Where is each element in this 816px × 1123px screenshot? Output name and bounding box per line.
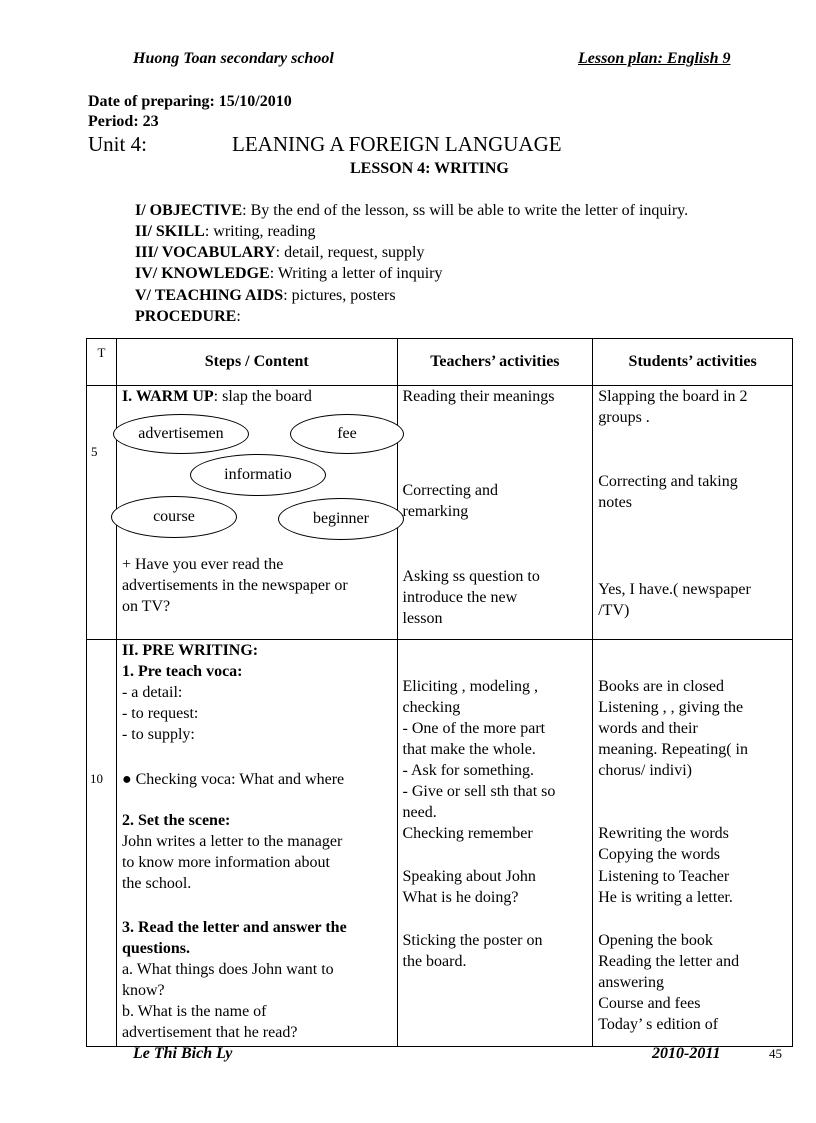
header-time: T bbox=[87, 339, 117, 386]
teacher-activity: - Give or sell sth that so bbox=[402, 783, 556, 800]
lesson-plan-title: Lesson plan: English 9 bbox=[578, 50, 731, 67]
student-activity: Yes, I have.( newspaper bbox=[598, 581, 751, 598]
step-line: John writes a letter to the manager bbox=[121, 833, 343, 850]
teacher-activity: Sticking the poster on bbox=[402, 932, 543, 949]
procedure-line bbox=[135, 306, 241, 327]
teacher-activity: - One of the more part bbox=[402, 720, 546, 737]
header-teachers: Teachers’ activities bbox=[397, 339, 593, 386]
teacher-activity: Correcting and bbox=[402, 482, 499, 499]
student-activity: He is writing a letter. bbox=[598, 889, 733, 906]
school-year: 2010-2011 bbox=[652, 1045, 721, 1062]
row2-steps-cell bbox=[116, 640, 397, 1047]
teacher-activity: - Ask for something. bbox=[402, 762, 535, 779]
teacher-activity: need. bbox=[402, 804, 437, 821]
school-name: Huong Toan secondary school bbox=[133, 50, 334, 67]
teacher-activity: Checking remember bbox=[402, 825, 533, 842]
procedure-key: PROCEDURE bbox=[135, 308, 237, 325]
step-heading: questions. bbox=[121, 940, 190, 957]
teacher-activity: that make the whole. bbox=[402, 741, 536, 758]
teacher-activity: the board. bbox=[402, 953, 467, 970]
teacher-activity: lesson bbox=[402, 610, 443, 627]
row2-teacher-cell bbox=[397, 640, 593, 1047]
teaching-aids-key: V/ TEACHING AIDS bbox=[135, 287, 284, 304]
vocabulary-line bbox=[135, 242, 424, 263]
teacher-activity: Asking ss question to bbox=[402, 568, 540, 585]
skill-line bbox=[135, 221, 315, 242]
step-line: - to request: bbox=[121, 705, 199, 722]
student-activity: Books are in closed bbox=[598, 678, 724, 695]
header-steps: Steps / Content bbox=[116, 339, 397, 386]
step-line: b. What is the name of bbox=[121, 1003, 267, 1020]
student-activity: Course and fees bbox=[598, 995, 701, 1012]
row1-time: 5 bbox=[91, 444, 98, 459]
date-of-preparing: Date of preparing: 15/10/2010 bbox=[88, 93, 292, 110]
oval-course[interactable]: course bbox=[111, 496, 237, 538]
oval-information[interactable]: informatio bbox=[190, 454, 326, 496]
unit-label: Unit 4: bbox=[88, 132, 147, 156]
student-activity: Listening , , giving the bbox=[598, 699, 744, 716]
student-activity: meaning. Repeating( in bbox=[598, 741, 748, 758]
objective-line bbox=[135, 200, 688, 221]
page-number: 45 bbox=[769, 1046, 782, 1061]
student-activity: Opening the book bbox=[598, 932, 713, 949]
step-heading: 3. Read the letter and answer the bbox=[121, 919, 347, 936]
student-activity: groups . bbox=[598, 409, 650, 426]
student-activity: /TV) bbox=[598, 602, 630, 619]
student-activity: Listening to Teacher bbox=[598, 868, 730, 885]
teacher-activity: Speaking about John bbox=[402, 868, 536, 885]
teacher-activity: remarking bbox=[402, 503, 469, 520]
table-row-prewriting bbox=[87, 640, 793, 1047]
row1-teacher-cell bbox=[397, 386, 593, 640]
teacher-activity: Eliciting , modeling , bbox=[402, 678, 539, 695]
procedure-text: : bbox=[236, 308, 241, 325]
table-row-warmup bbox=[87, 386, 793, 640]
procedure-table bbox=[86, 338, 793, 1047]
warmup-question-line: advertisements in the newspaper or bbox=[121, 577, 348, 594]
teacher-activity: What is he doing? bbox=[402, 889, 519, 906]
student-activity: Today’ s edition of bbox=[598, 1016, 719, 1033]
row2-time-cell bbox=[87, 640, 117, 1047]
oval-advertisement[interactable]: advertisemen bbox=[113, 414, 249, 454]
author-name: Le Thi Bich Ly bbox=[133, 1045, 233, 1062]
student-activity: Correcting and taking bbox=[598, 473, 738, 490]
period: Period: 23 bbox=[88, 113, 159, 130]
student-activity: words and their bbox=[598, 720, 698, 737]
student-activity: notes bbox=[598, 494, 633, 511]
table-header-row bbox=[87, 339, 793, 386]
unit-title: LEANING A FOREIGN LANGUAGE bbox=[232, 132, 562, 156]
step-line: a. What things does John want to bbox=[121, 961, 334, 978]
row2-time: 10 bbox=[90, 771, 103, 786]
knowledge-key: IV/ KNOWLEDGE bbox=[135, 265, 270, 282]
row1-steps-cell bbox=[116, 386, 397, 640]
knowledge-text: : Writing a letter of inquiry bbox=[269, 265, 443, 282]
step-line: the school. bbox=[121, 875, 192, 892]
warmup-question-line: + Have you ever read the bbox=[121, 556, 284, 573]
step-line: to know more information about bbox=[121, 854, 330, 871]
teacher-activity: Reading their meanings bbox=[402, 388, 555, 405]
step-line: - to supply: bbox=[121, 726, 195, 743]
skill-text: : writing, reading bbox=[204, 223, 316, 240]
teaching-aids-line bbox=[135, 285, 396, 306]
student-activity: Reading the letter and bbox=[598, 953, 740, 970]
student-activity: Copying the words bbox=[598, 846, 721, 863]
step-line: - a detail: bbox=[121, 684, 183, 701]
warmup-question-line: on TV? bbox=[121, 598, 171, 615]
student-activity: chorus/ indivi) bbox=[598, 762, 692, 779]
objective-text: : By the end of the lesson, ss will be able to write the letter of inquiry. bbox=[242, 202, 689, 219]
oval-beginner[interactable]: beginner bbox=[278, 498, 404, 540]
skill-key: II/ SKILL bbox=[135, 223, 205, 240]
step-line: advertisement that he read? bbox=[121, 1024, 298, 1041]
step-line: ● Checking voca: What and where bbox=[121, 771, 345, 788]
knowledge-line bbox=[135, 263, 442, 284]
student-activity: answering bbox=[598, 974, 664, 991]
lesson-title: LESSON 4: WRITING bbox=[350, 160, 509, 177]
teacher-activity: checking bbox=[402, 699, 461, 716]
student-activity: Slapping the board in 2 bbox=[598, 388, 748, 405]
objective-key: I/ OBJECTIVE bbox=[135, 202, 243, 219]
warmup-heading bbox=[122, 388, 312, 406]
step-heading: 2. Set the scene: bbox=[121, 812, 231, 829]
step-line: know? bbox=[121, 982, 165, 999]
row2-student-cell bbox=[593, 640, 793, 1047]
vocabulary-text: : detail, request, supply bbox=[275, 244, 425, 261]
row1-student-cell bbox=[593, 386, 793, 640]
prewriting-heading: II. PRE WRITING: bbox=[121, 642, 259, 659]
teaching-aids-text: : pictures, posters bbox=[283, 287, 396, 304]
student-activity: Rewriting the words bbox=[598, 825, 729, 842]
warmup-title-rest: : slap the board bbox=[213, 388, 312, 405]
warmup-title: I. WARM UP bbox=[121, 388, 214, 405]
vocabulary-key: III/ VOCABULARY bbox=[135, 244, 276, 261]
header-students: Students’ activities bbox=[593, 339, 793, 386]
teacher-activity: introduce the new bbox=[402, 589, 518, 606]
oval-fee[interactable]: fee bbox=[290, 414, 404, 454]
step-heading: 1. Pre teach voca: bbox=[121, 663, 243, 680]
